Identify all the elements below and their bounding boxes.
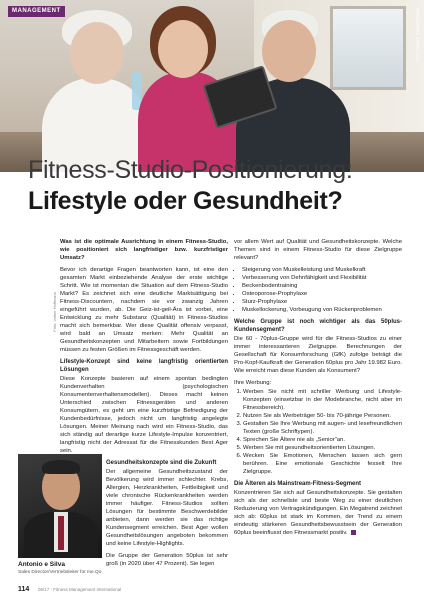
subheading-group: Welche Gruppe ist noch wichtiger als das 50plus-Kundensegment? [234, 319, 402, 333]
topic-item: • Muskellockerung, Vorbeugung von Rückenproblemen [242, 306, 402, 314]
topic-item: • Steigerung von Muskelleistung und Muskelkraft [242, 266, 402, 274]
topics-list [234, 266, 402, 314]
paragraph-group: Die 60 - 70plus-Gruppe wird für die Fitness-Studios zu einer immer interessanteren Zielgruppe. Berechnungen der Gesellschaft für Konsumforschung (GfK) zufolge beträgt die Pro-Kopf-Kaufkraft der Generation 60plus pro Jahr 19.982 Euro. Wie erreicht man diese Kunden als Konsument? [234, 336, 402, 374]
advertising-item: 1. Werben Sie nicht mit schriller Werbung und Lifestyle-Konzepten (einsetzbar in der Modebranche, nicht aber im Fitnessbereich). [243, 388, 402, 412]
advertising-item: 6. Wecken Sie Emotionen, Menschen lassen sich gern berühren. Eine emotionale Geschichte fesselt Ihre Zielgruppe. [243, 452, 402, 476]
senior-woman-head [70, 22, 124, 84]
section-label: MANAGEMENT [8, 6, 65, 17]
headline-line-2: Lifestyle oder Gesundheit? [28, 187, 343, 215]
advertising-item: 2. Nutzen Sie als Werbeträger 50- bis 70-jährige Personen. [243, 412, 402, 420]
hero-window [330, 6, 406, 90]
topic-item: • Verbesserung von Dehnfähigkeit und Flexibilität [242, 274, 402, 282]
topic-item: • Osteoporose-Prophylaxe [242, 290, 402, 298]
subheading-mainstream: Die Älteren als Mainstream-Fitness-Segment [234, 481, 362, 487]
portrait-hair [42, 460, 80, 474]
subheading-health: Gesundheitskonzepte sind die Zukunft [106, 460, 217, 466]
paragraph-quality: vor allem Wert auf Qualität und Gesundheitskonzepte. Welche Themen sind in einem Fitness-Studio für diese Zielgruppe relevant? [234, 239, 402, 261]
article-intro: Bevor ich derartige Fragen beantworten kann, ist eine den gesamten Markt einbeziehende Analyse der erste wichtige Schritt. Wie ist momentan die Situation auf dem Fitness-Studio Markt? Es zeichnet sich eine deutliche Marktsättigung bei Fitness-Discountern, nachdem sie vor zwanzig Jahren eingeführt wurden, ab. Die Geiz-ist-geil-Ära ist vorbei, eine Entwicklung zu mehr Substanz (Qualität) in Fitness-Studios macht sich bemerkbar. Wer diese Qualität offensiv verpasst, wird bald an Umsatz merken: Mehr Qualität an Gesundheitskonzepten und Mitarbeitern sowie Fortbildungen müssen zu festen Größen im Fitnessgeschäft werden. [60, 267, 228, 353]
author-role: Sales Director/Vertriebsleiter for me.Qo [18, 570, 102, 575]
topic-item: • Beckenbodentraining [242, 282, 402, 290]
article-lead: Was ist die optimale Ausrichtung in einem Fitness-Studio, wie positioniert sich langfristiger bzw. kurzfristiger Umsatz? [60, 239, 228, 261]
subheading-lifestyle: Lifestyle-Konzept sind keine langfristig orientierten Lösungen [60, 359, 228, 373]
senior-man-head [262, 20, 316, 82]
portrait-tie [58, 516, 64, 550]
page-number: 114 [18, 586, 30, 593]
advertising-item: 3. Gestalten Sie Ihre Werbung mit augen- und lesefreundlichen Texten (große Schriftypen). [243, 420, 402, 436]
author-name: Antonio e Silva [18, 561, 65, 568]
paragraph-generation: Die Gruppe der Generation 50plus ist sehr groß (in 2020 über 47 Prozent). Sie legen [106, 553, 228, 567]
advertising-item: 4. Sprechen Sie Ältere nie als „Senior"an. [243, 436, 402, 444]
paragraph-lifestyle: Diese Konzepte basieren auf einem spontan bedingten Kundenverhalten (psychologischen Konsumentenverhaltensmodellen). Dieses macht keinen Unterschied zwischen Fitnessgeräten und anderen Konsumgütern, es geht um eine kurzfristige Befriedigung der Kundenbedürfnisse, jedoch nicht um langfristig angelegte Lösungen. Meiner Meinung nach wird ein Fitness-Studio, das sich ständig auf derartige kurze Lifestyle-Impulse konzentriert, langfristig nicht der Adressat für die Fitnesskunden Best Ager sein. [60, 376, 228, 454]
right-column [234, 238, 402, 541]
advertising-list [234, 388, 402, 476]
magazine-issue: 06/17 · Fitness Management International [38, 587, 122, 592]
side-photo-credit: Foto: Volker Hoffmann [52, 292, 57, 332]
advertising-item: 5. Werben Sie mit gesundheitsorientierten Lösungen. [243, 444, 402, 452]
page-footer [18, 586, 408, 596]
topic-item: • Sturz-Prophylaxe [242, 298, 402, 306]
trainer-head [158, 20, 208, 78]
author-portrait [18, 454, 102, 558]
end-of-article-mark [351, 530, 356, 535]
paragraph-mainstream [234, 489, 402, 537]
hero-photo [0, 0, 424, 172]
headline-line-1: Fitness-Studio-Positionierung: [28, 156, 353, 184]
paragraph-mainstream-text: Konzentrieren Sie sich auf Gesundheitskonzepte. Sie gestalten sich als der schnellste und beste Weg zu einer deutlichen Reduzierung von Vertragskündigungen. Ein Megatrend zeichnet sich ab: 60plus ist stark im Kommen, der Trend zu einem eindeutig stärkeren Gesundheitsbewusstsein der Generation 60plus beeinflusst den Fitnessmarkt positiv. [234, 490, 402, 536]
advertising-intro: Ihre Werbung: [234, 380, 272, 386]
hero-photo-credit: Foto: Adobe Stock/Ocskay [415, 8, 420, 62]
paragraph-health: Der allgemeine Gesundheitszustand der Bevölkerung wird immer schlechter. Krebs, Allergien, Herzkrankheiten, Fettleibigkeit und viele chronische Rückenkrankheiten werden immer häufiger. Fitness-Studios sollten Lösungen für bestimmte Beschwerdebilder anbieten, dann werden sie das richtige Kundensegment erreichen. Best Ager wollen Gesundheitslösungen angeboten bekommen und keine Lifestyle-Highlights. [106, 469, 228, 547]
